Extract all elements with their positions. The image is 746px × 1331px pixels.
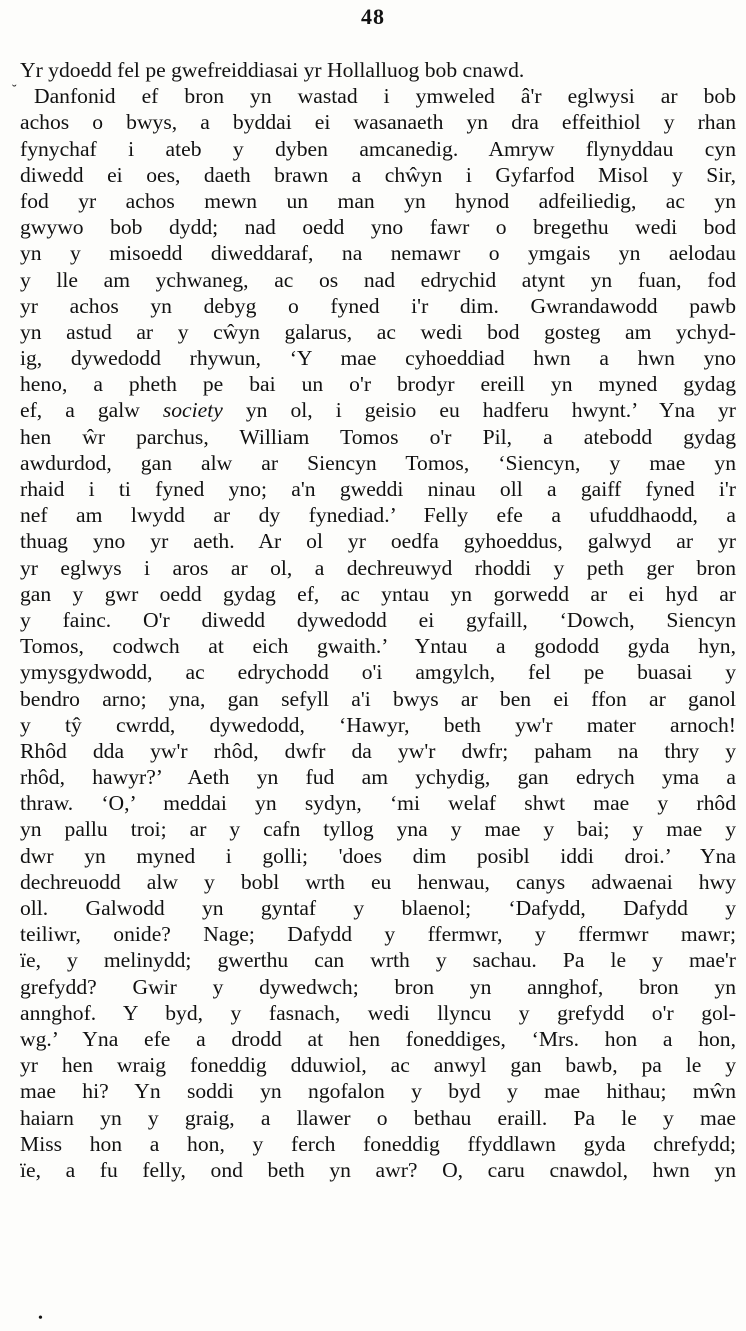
text-line: wg.’ Yna efe a drodd at hen foneddiges, ‘Mrs. hon a hon, [20,1026,736,1051]
text-line: rhaid i ti fyned yno; a'n gweddi ninau oll a gaiff fyned i'r [20,477,736,501]
text-line: nef am lwydd ar dy fynediad.’ Felly efe a ufuddhaodd, a [20,503,736,528]
text-line: Danfonid ef bron yn wastad i ymweled â'r eglwysi ar bob [34,84,736,109]
body-text [20,57,736,1183]
text-line: thraw. ‘O,’ meddai yn sydyn, ‘mi welaf shwt mae y rhôd [20,791,736,816]
text-line: fynychaf i ateb y dyben amcanedig. Amryw flynyddau cyn [20,136,736,161]
text-line: achos o bwys, a byddai ei wasanaeth yn dra effeithiol y rhan [20,110,736,135]
text-line: haiarn yn y graig, a llawer o bethau eraill. Pa le y mae [20,1105,736,1130]
text-line: dechreuodd alw y bobl wrth eu henwau, canys adwaenai hwy [20,869,736,894]
text-line: Tomos, codwch at eich gwaith.’ Yntau a gododd gyda hyn, [20,634,736,659]
text-line: Miss hon a hon, y ferch foneddig ffyddlawn gyda chrefydd; [20,1131,736,1156]
text-line: yr achos yn debyg o fyned i'r dim. Gwrandawodd pawb [20,293,736,318]
text-line: dwr yn myned i golli; 'does dim posibl iddi droi.’ Yna [20,843,736,868]
text-line: heno, a pheth pe bai un o'r brodyr ereill yn myned gydag [20,372,736,397]
text-line: rhôd, hawyr?’ Aeth yn fud am ychydig, gan edrych yma a [20,765,736,790]
text-line: gan y gwr oedd gydag ef, ac yntau yn gorwedd ar ei hyd ar [20,581,736,606]
text-line: diwedd ei oes, daeth brawn a chŵyn i Gyfarfod Misol y Sir, [20,162,736,187]
text-line: ïe, a fu felly, ond beth yn awr? O, caru cnawdol, hwn yn [20,1157,736,1182]
text-line: y fainc. O'r diwedd dywedodd ei gyfaill, ‘Dowch, Siencyn [20,607,736,632]
text-line: fod yr achos mewn un man yn hynod adfeiliedig, ac yn [20,188,736,213]
text-line: grefydd? Gwir y dywedwch; bron yn annghof, bron yn [20,974,736,999]
text-line: yn astud ar y cŵyn galarus, ac wedi bod gosteg am ychyd- [20,319,736,344]
text-line: ïe, y melinydd; gwerthu can wrth y sachau. Pa le y mae'r [20,948,736,973]
text-line: ymysgydwodd, ac edrychodd o'i amgylch, fel pe buasai y [20,660,736,685]
text-line: Yr ydoedd fel pe gwefreiddiasai yr Hollalluog bob cnawd. [20,58,525,82]
text-line: yr hen wraig foneddig dduwiol, ac anwyl gan bawb, pa le y [20,1053,736,1078]
text-line: ef, a galw society yn ol, i geisio eu hadferu hwynt.’ Yna yr [20,398,736,423]
text-line: oll. Galwodd yn gyntaf y blaenol; ‘Dafydd, Dafydd y [20,896,736,920]
text-line: hen ŵr parchus, William Tomos o'r Pil, a atebodd gydag [20,424,736,449]
text-line: ig, dywedodd rhywun, ‘Y mae cyhoeddiad hwn a hwn yno [20,346,736,371]
text-line: yn y misoedd diweddaraf, na nemawr o ymgais yn aelodau [20,241,736,266]
text-line: bendro arno; yna, gan sefyll a'i bwys ar ben ei ffon ar ganol [20,686,736,711]
text-line: gwywo bob dydd; nad oedd yno fawr o bregethu wedi bod [20,215,736,240]
text-line: yn pallu troi; ar y cafn tyllog yna y mae y bai; y mae y [20,817,736,842]
text-line: awdurdod, gan alw ar Siencyn Tomos, ‘Siencyn, y mae yn [20,450,736,475]
stray-mark: ˘ [12,83,17,98]
text-line: annghof. Y byd, y fasnach, wedi llyncu y grefydd o'r gol- [20,1000,736,1025]
text-line: teiliwr, onide? Nage; Dafydd y ffermwr, y ffermwr mawr; [20,922,736,947]
italic-word: society [162,398,223,423]
text-line: Rhôd dda yw'r rhôd, dwfr da yw'r dwfr; paham na thry y [20,738,736,763]
page-number: 48 [361,4,385,29]
text-line: mae hi? Yn soddi yn ngofalon y byd y mae hithau; mŵn [20,1079,736,1104]
text-line: yr eglwys i aros ar ol, a dechreuwyd rhoddi y peth ger bron [20,555,736,580]
stray-mark: • [38,1311,43,1326]
text-line: thuag yno yr aeth. Ar ol yr oedfa gyhoeddus, galwyd ar yr [20,529,736,554]
text-line: y tŷ cwrdd, dywedodd, ‘Hawyr, beth yw'r mater arnoch! [20,712,736,737]
text-line: y lle am ychwaneg, ac os nad edrychid atynt yn fuan, fod [20,267,736,292]
